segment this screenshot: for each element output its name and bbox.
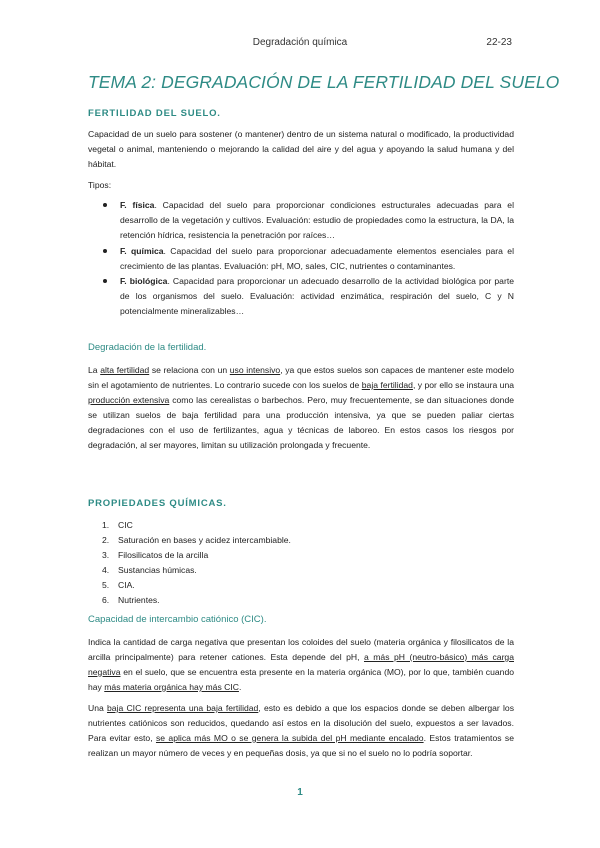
bullet-text: . Capacidad para proporcionar un adecuado desarrollo de la actividad biológica por parte de los organismos del suelo. Evaluación: actividad enzimática, respiración del suelo, C y N potencialmente mineralizables… xyxy=(120,276,514,317)
heading-cic: Capacidad de intercambio catiónico (CIC). xyxy=(88,614,267,625)
paragraph-fertilidad-definition: Capacidad de un suelo para sostener (o mantener) dentro de un sistema natural o modificado, la productividad vegetal o animal, manteniendo o mejorando la calidad del aire y del agua y apoyando la salud humana y del hábitat. xyxy=(88,129,514,169)
heading-fertilidad: FERTILIDAD DEL SUELO. xyxy=(88,108,221,119)
paragraph-degradacion: La alta fertilidad se relaciona con un uso intensivo, ya que estos suelos son capaces de mantener este modelo sin el agotamiento de nutrientes. Lo contrario sucede con los suelos de baja fertilidad, y por ello se instaura una producción extensiva como las cerealistas o barbechos. Pero, muy frecuentemente, se dan situaciones donde se utilizan suelos de baja fertilidad para una producción intensiva, ya que se pueden paliar ciertas degradaciones con el uso de fertilizantes, agua y técnicas de laboreo. En estos casos los riesgos por degradación, al ser mayores, limitan su utilización prolongada y frecuente. xyxy=(88,365,515,450)
paragraph-cic-definition: Indica la cantidad de carga negativa que presentan los coloides del suelo (materia orgánica y filosilicatos de la arcilla principalmente) para retener cationes. Esta depende del pH, a más pH (neutro-básico) más carga negativa en el suelo, que se encuentra esta presente en la materia orgánica (MO), por lo que, también cuando hay más materia orgánica hay más CIC. xyxy=(88,637,514,692)
bullet-term: F. física xyxy=(120,200,155,210)
bullet-term: F. química xyxy=(120,245,164,256)
bullet-icon xyxy=(103,249,107,253)
tipos-list xyxy=(88,198,514,320)
propiedades-list xyxy=(88,518,291,609)
list-item: 5. CIA. xyxy=(102,580,135,591)
heading-propiedades: PROPIEDADES QUÍMICAS. xyxy=(88,498,227,509)
list-item xyxy=(88,198,514,244)
page-title: TEMA 2: DEGRADACIÓN DE LA FERTILIDAD DEL SUELO xyxy=(88,72,560,92)
list-item: 3. Filosilicatos de la arcilla xyxy=(102,550,209,561)
tipos-label: Tipos: xyxy=(88,180,112,190)
paragraph-cic-fertilidad: Una baja CIC representa una baja fertilidad, esto es debido a que los espacios donde se deben albergar los nutrientes catiónicos son reducidos, quedando así estos en la disolución del suelo, expuestos a ser lavados. Para evitar esto, se aplica más MO o se genera la subida del pH mediante encalado. Estos tratamientos se realizan un mayor número de veces y en pequeñas dosis, ya que si no el suelo no lo podría soportar. xyxy=(88,703,514,758)
bullet-icon xyxy=(103,203,107,207)
bullet-term: F. biológica xyxy=(120,276,168,287)
header-title: Degradación química xyxy=(252,37,348,48)
list-item: 1. CIC xyxy=(102,520,133,530)
list-item: 2. Saturación en bases y acidez intercambiable. xyxy=(102,535,291,546)
list-item xyxy=(88,274,514,320)
page-number: 1 xyxy=(297,787,303,798)
list-item xyxy=(88,244,514,274)
list-item: 6. Nutrientes. xyxy=(102,595,160,606)
bullet-text: . Capacidad del suelo para proporcionar adecuadamente elementos esenciales para el crecimiento de las plantas. Evaluación: pH, MO, sales, CIC, nutrientes o contaminantes. xyxy=(120,245,514,271)
header-course: 22-23 xyxy=(486,37,512,48)
heading-degradacion: Degradación de la fertilidad. xyxy=(88,342,207,353)
bullet-icon xyxy=(103,279,107,283)
list-item: 4. Sustancias húmicas. xyxy=(102,565,197,576)
bullet-text: . Capacidad del suelo para proporcionar condiciones estructurales adecuadas para el desarrollo de la vegetación y cultivos. Evaluación: estudio de propiedades como la estructura, la DA, la retención hídrica, resistencia la penetración por raíces… xyxy=(120,200,514,241)
